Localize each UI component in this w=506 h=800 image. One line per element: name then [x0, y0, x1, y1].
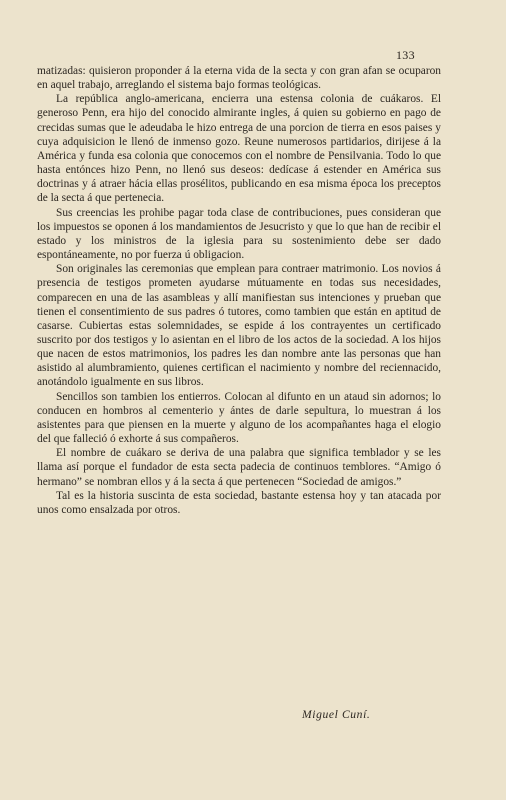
paragraph-burials: Sencillos son tambien los entierros. Colocan al difunto en un ataud sin adornos; lo conducen en hombros al cementerio y ántes de darle sepultura, lo muestran á los asistentes para que piensen en la muerte y alguno de los acompañantes haga el elogio del que falleció ó exhorte á sus compañeros. [37, 390, 441, 446]
paragraph-name-origin: El nombre de cuákaro se deriva de una palabra que significa temblador y se les llama así porque el fundador de esta secta padecia de continuos temblores. “Amigo ó hermano” se nombran ellos y á la secta á que pertenecen “Sociedad de amigos.” [37, 447, 441, 488]
paragraph-conclusion: Tal es la historia suscinta de esta sociedad, bastante estensa hoy y tan atacada por unos como ensalzada por otros. [37, 489, 441, 516]
paragraph-colony: La república anglo-americana, encierra una estensa colonia de cuákaros. El generoso Penn, era hijo del conocido almirante ingles, á quien su gobierno en pago de crecidas sumas que le adeudaba le hizo entrega de una porcion de tierra en esos paises y cuya adquisicion le llenó de inmenso gozo. Reune numerosos partidarios, dirijese á la América y funda esa colonia que conocemos con el nombre de Pensilvania. Todo lo que hasta entónces hizo Penn, no llenó sus deseos: dedícase á estender en América sus doctrinas y á atraer hácia ellas prosélitos, publicando en esa misma época los preceptos de la secta á que pertenecia. [37, 93, 441, 205]
author-signature: Miguel Cuní. [302, 708, 371, 721]
page-number: 133 [396, 48, 415, 62]
paragraph-continuation: matizadas: quisieron proponder á la eterna vida de la secta y con gran afan se ocuparon en aquel trabajo, arreglando el sistema bajo formas teológicas. [37, 65, 441, 92]
body-text [37, 64, 441, 517]
paragraph-contributions: Sus creencias les prohibe pagar toda clase de contribuciones, pues consideran que los impuestos se oponen á los mandamientos de Jesucristo y que lo que han de recibir el estado y los ministros de la iglesia para su sostenimiento debe ser dado espontáneamente, no por fuerza ú obligacion. [37, 206, 441, 262]
paragraph-marriage: Son originales las ceremonias que emplean para contraer matrimonio. Los novios á presencia de testigos prometen ayudarse mútuamente en todas sus necesidades, comparecen en una de las asambleas y allí manifiestan sus intenciones y prueban que tienen el consentimiento de sus padres ó tutores, como tambien que están en aptitud de casarse. Cubiertas estas solemnidades, se espide á los contrayentes un certificado suscrito por dos testigos y lo asientan en el libro de los actos de la sociedad. A los hijos que nacen de estos matrimonios, los padres les dan nombre ante las personas que han asistido al alumbramiento, quienes certifican el nacimiento y nombre del reciennacido, anotándolo igualmente en sus libros. [37, 263, 441, 389]
